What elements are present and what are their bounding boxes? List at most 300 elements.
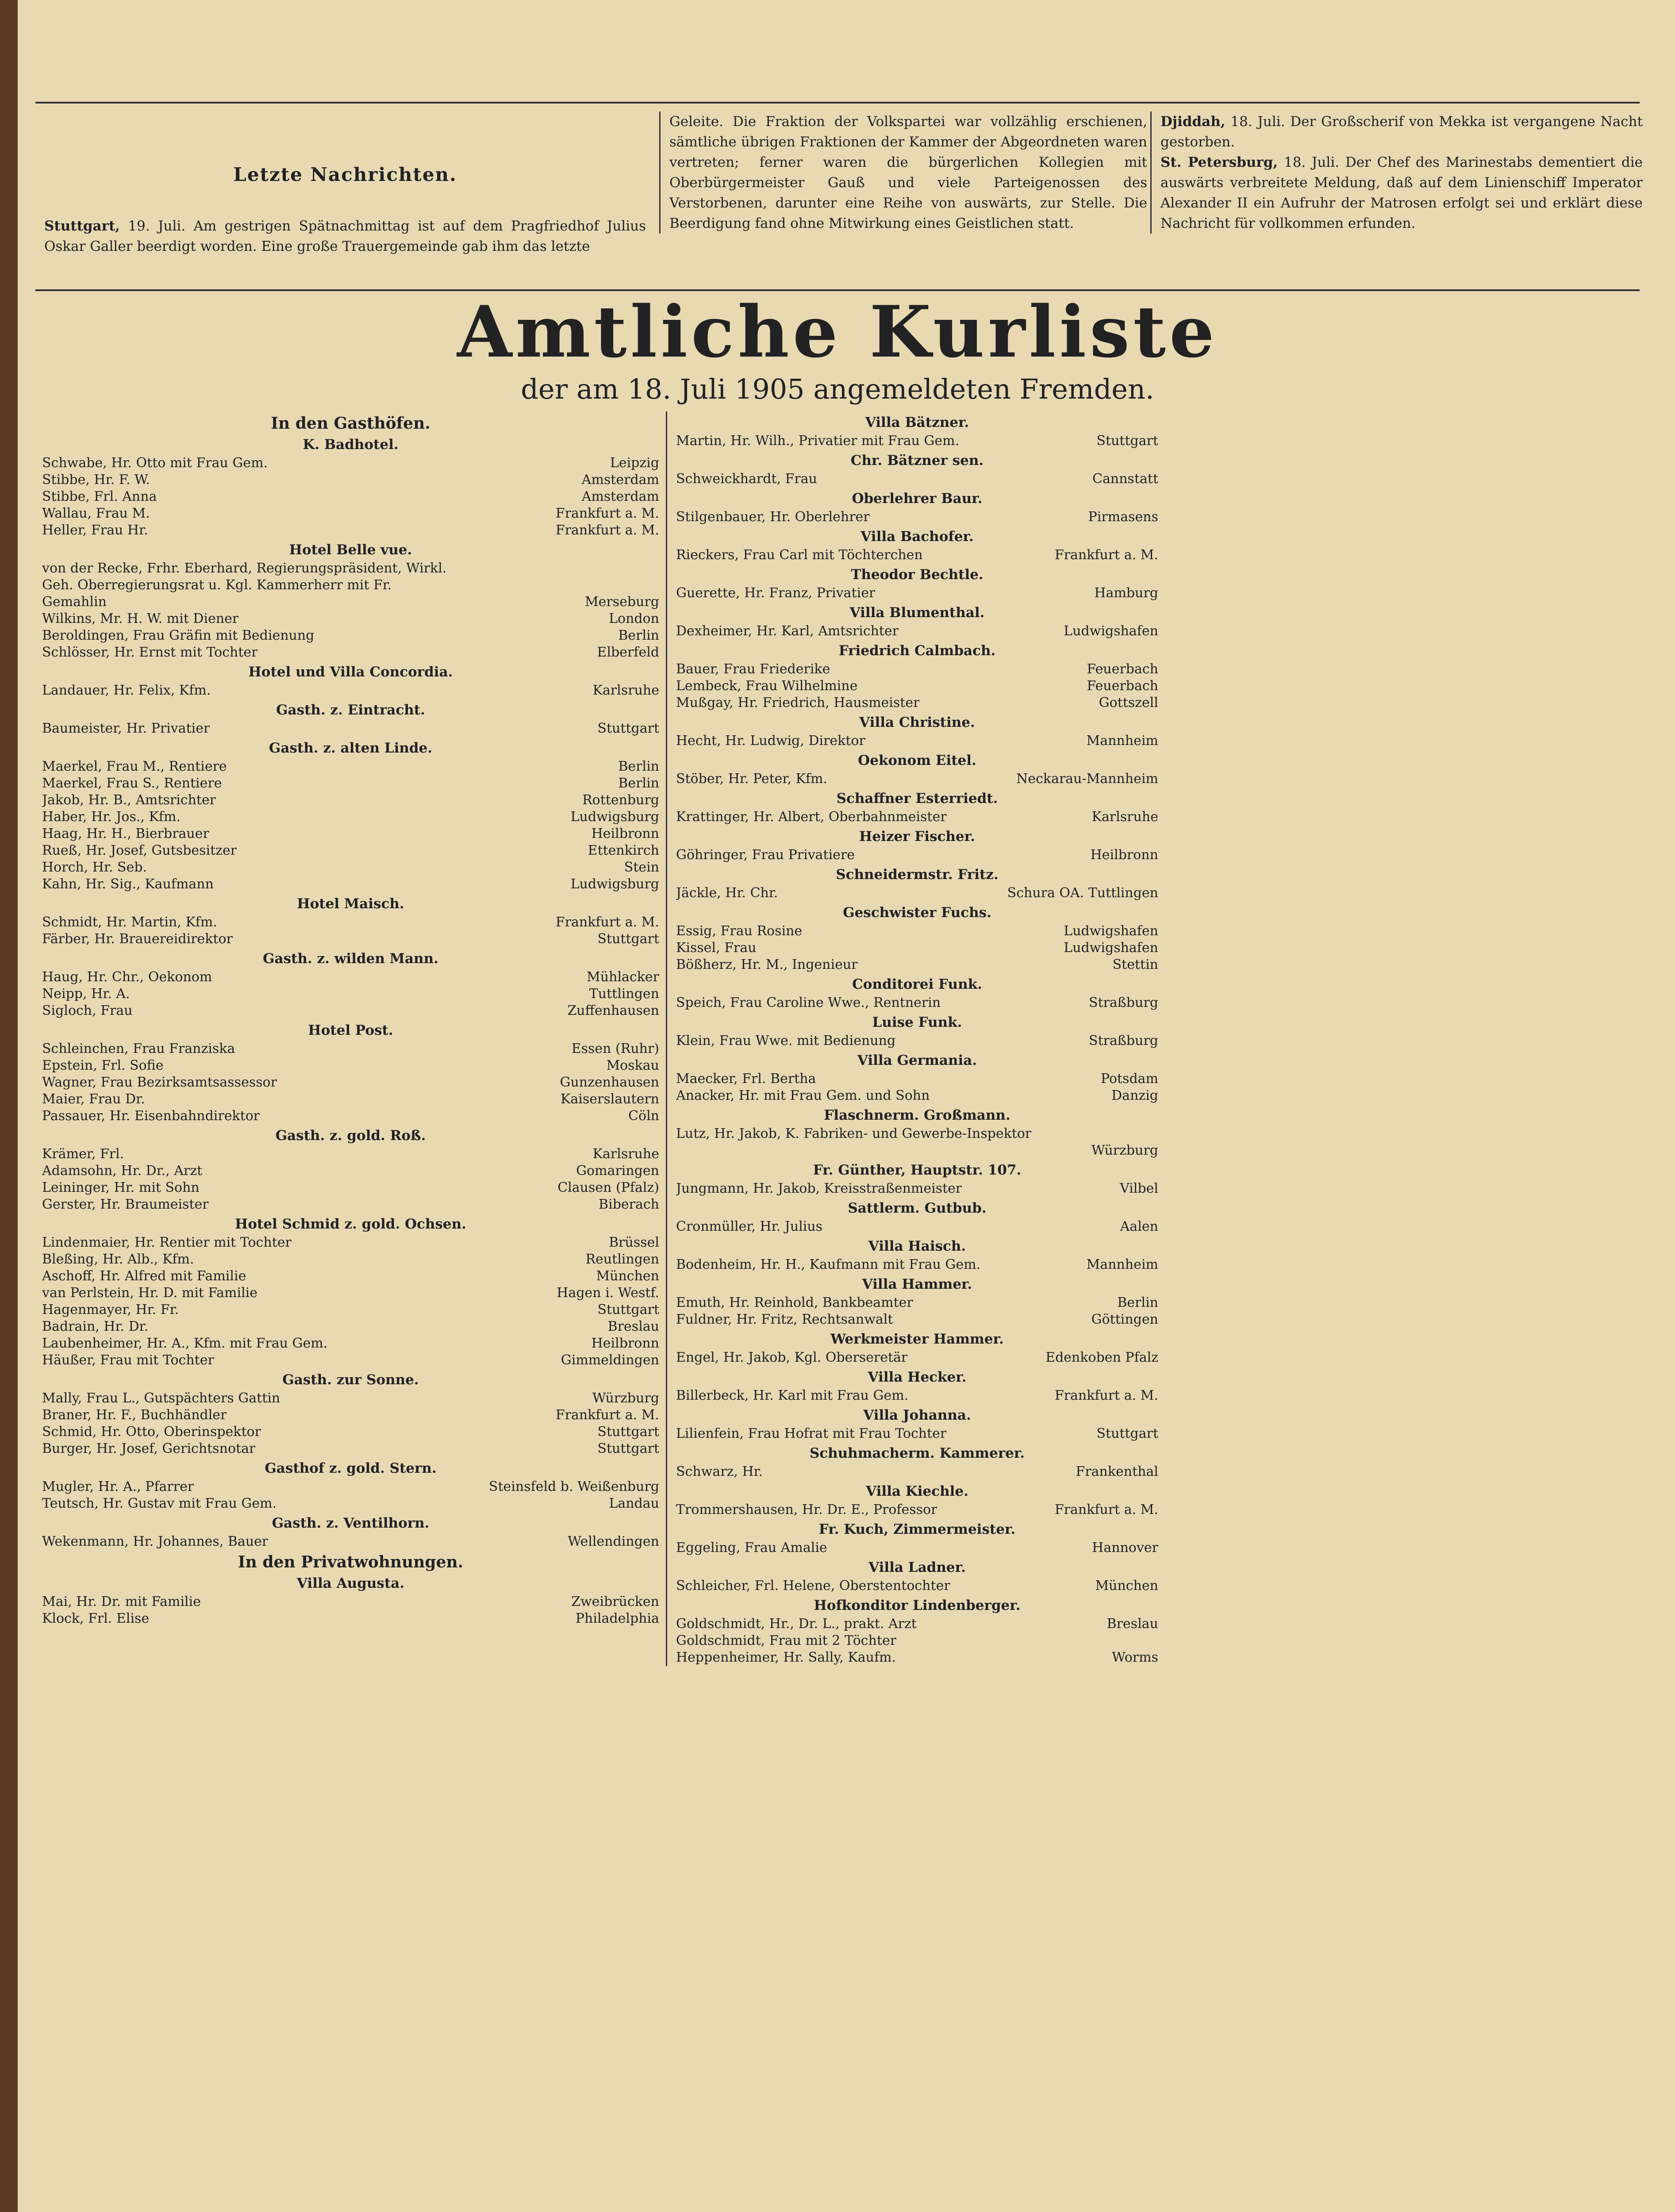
guest-name: Mai, Hr. Dr. mit Familie — [42, 1594, 201, 1609]
guest-name: Hagenmayer, Hr. Fr. — [42, 1302, 179, 1317]
guest-name: Guerette, Hr. Franz, Privatier — [676, 585, 876, 601]
guest-name: Emuth, Hr. Reinhold, Bankbeamter — [676, 1295, 913, 1310]
guest-origin: Mannheim — [1086, 733, 1158, 749]
guest-name: van Perlstein, Hr. D. mit Familie — [42, 1285, 258, 1301]
lodging-heading: Theodor Bechtle. — [851, 567, 983, 583]
guest-name: Schleinchen, Frau Franziska — [42, 1041, 235, 1056]
guest-origin: Würzburg — [1091, 1143, 1158, 1158]
guest-entry — [42, 1594, 659, 1610]
guest-origin: Leipzig — [610, 455, 659, 471]
guest-origin: Brüssel — [609, 1235, 659, 1250]
guest-origin: Feuerbach — [1087, 678, 1158, 694]
guest-entry — [42, 1407, 659, 1424]
guest-name: Gerster, Hr. Braumeister — [42, 1197, 209, 1212]
guest-origin: Edenkoben Pfalz — [1045, 1350, 1158, 1365]
guest-origin: Heilbronn — [591, 1336, 659, 1351]
guest-name: Haug, Hr. Chr., Oekonom — [42, 969, 212, 985]
guest-origin: Stuttgart — [597, 1424, 659, 1440]
guest-name: Geh. Oberregierungsrat u. Kgl. Kammerherr mit Fr. — [42, 577, 392, 593]
guest-name: Kissel, Frau — [676, 940, 757, 956]
guest-entry — [42, 472, 659, 488]
lodging-heading: Villa Christine. — [859, 714, 975, 730]
guest-name: Schleicher, Frl. Helene, Oberstentochter — [676, 1578, 950, 1594]
guest-origin: Philadelphia — [575, 1611, 659, 1626]
guest-name: Klein, Frau Wwe. mit Bedienung — [676, 1033, 896, 1048]
lodging-heading: Gasth. z. alten Linde. — [269, 740, 433, 756]
guest-entry — [42, 1041, 659, 1057]
lodging-heading: Gasth. zur Sonne. — [282, 1372, 419, 1388]
guest-name: Horch, Hr. Seb. — [42, 860, 147, 875]
guest-origin: Gimmeldingen — [561, 1352, 659, 1368]
lodging-heading: Villa Haisch. — [868, 1238, 966, 1254]
guest-name: Mugler, Hr. A., Pfarrer — [42, 1479, 194, 1494]
guest-entry — [676, 661, 1158, 678]
guest-name: Schlösser, Hr. Ernst mit Tochter — [42, 645, 258, 660]
guest-entry — [42, 842, 659, 859]
guest-entry — [42, 1251, 659, 1268]
guest-entry — [42, 594, 659, 611]
guest-entry — [676, 1632, 1158, 1649]
guest-origin: Gunzenhausen — [560, 1075, 659, 1090]
news-heading: Letzte Nachrichten. — [233, 164, 457, 185]
lodging-heading: Gasth. z. gold. Roß. — [275, 1128, 426, 1144]
guest-entry — [676, 940, 1158, 956]
guest-origin: Mannheim — [1086, 1257, 1158, 1272]
lodging-heading: Conditorei Funk. — [852, 976, 982, 992]
lodging-heading: Villa Blumenthal. — [849, 605, 985, 621]
lodging-heading: Hotel und Villa Concordia. — [248, 664, 453, 680]
guest-entry — [42, 969, 659, 986]
guest-entry — [42, 1533, 659, 1550]
guest-entry — [676, 1125, 1158, 1142]
lodging-heading: Schuhmacherm. Kammerer. — [809, 1445, 1025, 1461]
guest-entry — [676, 956, 1158, 973]
guest-origin: Berlin — [1117, 1295, 1158, 1310]
guest-entry — [676, 885, 1158, 902]
guest-entry — [676, 1071, 1158, 1087]
lodging-heading: Hotel Belle vue. — [289, 542, 412, 558]
guest-name: Krämer, Frl. — [42, 1146, 124, 1162]
guest-entry — [676, 1387, 1158, 1404]
news-column-3 — [1150, 111, 1643, 234]
guest-entry — [42, 1057, 659, 1074]
guest-entry — [42, 1479, 659, 1495]
lodging-heading: Gasthof z. gold. Stern. — [265, 1460, 437, 1476]
guest-origin: Feuerbach — [1087, 661, 1158, 677]
guest-entry — [676, 1463, 1158, 1480]
guest-entry — [42, 1424, 659, 1440]
guest-name: Haag, Hr. H., Bierbrauer — [42, 826, 209, 841]
lodging-heading: Gasth. z. Eintracht. — [276, 702, 425, 718]
section-heading: In den Gasthöfen. — [271, 414, 430, 433]
guest-name: Passauer, Hr. Eisenbahndirektor — [42, 1108, 260, 1124]
guest-entry — [676, 1180, 1158, 1197]
guest-entry — [42, 720, 659, 737]
guest-name: Braner, Hr. F., Buchhändler — [42, 1407, 227, 1423]
guest-name: Eggeling, Frau Amalie — [676, 1540, 827, 1555]
guest-origin: Hagen i. Westf. — [557, 1285, 659, 1301]
guest-name: Billerbeck, Hr. Karl mit Frau Gem. — [676, 1388, 909, 1403]
lodging-heading: Fr. Kuch, Zimmermeister. — [818, 1521, 1016, 1537]
guest-entry — [676, 1616, 1158, 1632]
guest-origin: Moskau — [606, 1058, 659, 1073]
guest-origin: Cannstatt — [1092, 471, 1158, 487]
lodging-heading: Hotel Maisch. — [297, 896, 404, 912]
guest-origin: Potsdam — [1100, 1071, 1158, 1087]
guest-entry — [42, 1002, 659, 1019]
news-djiddah-text: 18. Juli. Der Großscherif von Mekka ist vergangene Nacht gestorben. — [1160, 114, 1643, 150]
lodging-heading: Oberlehrer Baur. — [852, 491, 983, 507]
guest-entry — [42, 1610, 659, 1627]
guest-origin: Berlin — [618, 776, 659, 791]
guest-origin: Frankfurt a. M. — [555, 1407, 659, 1423]
guest-origin: Hamburg — [1094, 585, 1158, 601]
lodging-heading: Gasth. z. wilden Mann. — [263, 951, 438, 967]
guest-list-column-1 — [42, 411, 659, 1627]
guest-name: Laubenheimer, Hr. A., Kfm. mit Frau Gem. — [42, 1336, 328, 1351]
guest-name: Maerkel, Frau M., Rentiere — [42, 759, 227, 774]
guest-origin: Heilbronn — [591, 826, 659, 841]
guest-entry — [42, 1196, 659, 1213]
guest-origin: Breslau — [607, 1319, 659, 1334]
guest-origin: Göttingen — [1091, 1312, 1158, 1327]
guest-name: Krattinger, Hr. Albert, Oberbahnmeister — [676, 809, 947, 825]
guest-entry — [676, 1502, 1158, 1518]
guest-origin: Frankfurt a. M. — [555, 914, 659, 930]
binding-spine — [0, 0, 18, 2212]
guest-entry — [676, 1294, 1158, 1311]
guest-origin: Worms — [1111, 1650, 1158, 1665]
guest-name: Schwabe, Hr. Otto mit Frau Gem. — [42, 455, 268, 471]
lodging-heading: Oekonom Eitel. — [858, 753, 976, 768]
news-djiddah-place: Djiddah, — [1160, 114, 1226, 130]
guest-entry — [676, 995, 1158, 1011]
lodging-heading: Villa Hammer. — [862, 1276, 972, 1292]
lodging-heading: Friedrich Calmbach. — [838, 643, 996, 659]
guest-entry — [42, 1146, 659, 1163]
lodging-heading: Schaffner Esterriedt. — [836, 791, 998, 806]
guest-origin: Würzburg — [592, 1390, 659, 1406]
guest-name: Wagner, Frau Bezirksamtsassessor — [42, 1075, 277, 1090]
guest-name: Häußer, Frau mit Tochter — [42, 1352, 214, 1368]
guest-entry — [42, 1335, 659, 1352]
guest-entry — [42, 455, 659, 472]
guest-entry — [42, 1352, 659, 1369]
guest-entry — [42, 986, 659, 1002]
guest-name: Schwarz, Hr. — [676, 1464, 763, 1479]
lodging-heading: Villa Augusta. — [296, 1575, 405, 1591]
guest-entry — [676, 1142, 1158, 1159]
guest-entry — [676, 433, 1158, 449]
guest-origin: Stettin — [1112, 957, 1158, 972]
guest-origin: Vilbel — [1120, 1181, 1158, 1196]
guest-name: Wallau, Frau M. — [42, 506, 150, 521]
guest-name: Goldschmidt, Frau mit 2 Töchter — [676, 1633, 897, 1648]
guest-origin: London — [609, 611, 659, 626]
guest-entry — [42, 931, 659, 948]
guest-name: Schmidt, Hr. Martin, Kfm. — [42, 914, 217, 930]
guest-name: Heppenheimer, Hr. Sally, Kaufm. — [676, 1650, 896, 1665]
lodging-heading: Villa Hecker. — [868, 1369, 967, 1385]
guest-origin: Gomaringen — [576, 1163, 659, 1179]
kurliste-title: Amtliche Kurliste — [457, 290, 1218, 373]
lodging-heading: Villa Kiechle. — [866, 1483, 968, 1499]
guest-entry — [676, 1311, 1158, 1328]
guest-origin: Pirmasens — [1088, 509, 1158, 525]
kurliste-subtitle: der am 18. Juli 1905 angemeldeten Fremden. — [521, 373, 1154, 405]
lodging-heading: Geschwister Fuchs. — [843, 905, 991, 921]
guest-entry — [42, 1495, 659, 1512]
guest-name: Trommershausen, Hr. Dr. E., Professor — [676, 1502, 937, 1517]
guest-name: Jäckle, Hr. Chr. — [676, 885, 778, 901]
guest-entry — [42, 1390, 659, 1407]
guest-entry — [42, 1268, 659, 1285]
guest-origin: Elberfeld — [597, 645, 659, 660]
lodging-heading: Sattlerm. Gutbub. — [848, 1200, 987, 1216]
guest-name: Rueß, Hr. Josef, Gutsbesitzer — [42, 843, 237, 858]
guest-entry — [42, 522, 659, 539]
guest-entry — [42, 577, 659, 594]
guest-origin: Rottenburg — [582, 792, 659, 808]
guest-entry — [676, 1425, 1158, 1442]
guest-name: Mally, Frau L., Gutspächters Gattin — [42, 1390, 280, 1406]
guest-origin: Essen (Ruhr) — [571, 1041, 659, 1056]
guest-entry — [42, 876, 659, 893]
guest-name: Rieckers, Frau Carl mit Töchterchen — [676, 547, 923, 563]
guest-entry — [42, 611, 659, 627]
guest-entry — [676, 1578, 1158, 1594]
lodging-heading: Gasth. z. Ventilhorn. — [272, 1515, 430, 1531]
guest-name: Hecht, Hr. Ludwig, Direktor — [676, 733, 865, 749]
guest-name: Anacker, Hr. mit Frau Gem. und Sohn — [676, 1088, 930, 1103]
guest-origin: Steinsfeld b. Weißenburg — [488, 1479, 659, 1494]
guest-origin: Zweibrücken — [571, 1594, 659, 1609]
guest-entry — [676, 1540, 1158, 1556]
lodging-heading: Villa Bätzner. — [865, 415, 969, 430]
guest-entry — [676, 923, 1158, 940]
guest-origin: Amsterdam — [581, 472, 659, 488]
guest-entry — [676, 1218, 1158, 1235]
guest-entry — [42, 775, 659, 792]
lodging-heading: Schneidermstr. Fritz. — [836, 867, 999, 883]
guest-origin: Gottszell — [1099, 695, 1158, 710]
guest-name: Stibbe, Hr. F. W. — [42, 472, 150, 488]
lodging-heading: Hotel Schmid z. gold. Ochsen. — [235, 1216, 466, 1232]
guest-origin: Heilbronn — [1090, 847, 1158, 863]
guest-origin: Biberach — [599, 1197, 659, 1212]
guest-name: Badrain, Hr. Dr. — [42, 1319, 149, 1334]
guest-entry — [676, 509, 1158, 526]
guest-origin: Straßburg — [1089, 995, 1158, 1010]
guest-name: Aschoff, Hr. Alfred mit Familie — [42, 1268, 246, 1284]
guest-origin: Frankfurt a. M. — [555, 506, 659, 521]
guest-name: Teutsch, Hr. Gustav mit Frau Gem. — [42, 1496, 277, 1511]
guest-origin: Stuttgart — [1096, 433, 1158, 449]
guest-entry — [42, 1302, 659, 1318]
guest-origin: Ludwigshafen — [1064, 623, 1158, 639]
news-stuttgart-place: Stuttgart, — [44, 218, 120, 234]
guest-origin: Stuttgart — [1096, 1426, 1158, 1441]
lodging-heading: Flaschnerm. Großmann. — [824, 1107, 1010, 1123]
guest-origin: Ludwigsburg — [570, 809, 659, 825]
news-djiddah — [1160, 111, 1643, 152]
guest-entry — [42, 1234, 659, 1251]
guest-name: Lilienfein, Frau Hofrat mit Frau Tochter — [676, 1426, 947, 1441]
guest-origin: Tuttlingen — [589, 986, 659, 1002]
guest-entry — [42, 682, 659, 699]
guest-entry — [42, 560, 659, 577]
guest-origin: Mühlacker — [587, 969, 659, 985]
guest-origin: Kaiserslautern — [560, 1091, 659, 1107]
guest-name: Gemahlin — [42, 594, 107, 610]
guest-name: Martin, Hr. Wilh., Privatier mit Frau Gem. — [676, 433, 960, 449]
guest-origin: Hannover — [1092, 1540, 1158, 1555]
guest-entry — [42, 488, 659, 505]
guest-origin: Zuffenhausen — [567, 1003, 659, 1018]
guest-origin: Ettenkirch — [588, 843, 659, 858]
section-heading: In den Privatwohnungen. — [238, 1553, 464, 1571]
guest-origin: Karlsruhe — [592, 683, 659, 698]
guest-origin: München — [1095, 1578, 1158, 1594]
guest-name: Essig, Frau Rosine — [676, 923, 803, 939]
guest-name: Goldschmidt, Hr., Dr. L., prakt. Arzt — [676, 1616, 917, 1632]
guest-name: Schweickhardt, Frau — [676, 471, 817, 487]
guest-name: Lindenmaier, Hr. Rentier mit Tochter — [42, 1235, 292, 1250]
guest-entry — [42, 1440, 659, 1457]
guest-origin: Clausen (Pfalz) — [557, 1180, 659, 1195]
guest-name: Leininger, Hr. mit Sohn — [42, 1180, 200, 1195]
guest-origin: Berlin — [618, 759, 659, 774]
guest-origin: Amsterdam — [581, 489, 659, 504]
guest-entry — [676, 678, 1158, 695]
guest-name: Beroldingen, Frau Gräfin mit Bedienung — [42, 628, 315, 643]
page-content — [35, 35, 1643, 2212]
lodging-heading: Hofkonditor Lindenberger. — [814, 1598, 1021, 1613]
guest-entry — [676, 547, 1158, 564]
guest-entry — [676, 847, 1158, 864]
guest-entry — [42, 1318, 659, 1335]
guest-name: Färber, Hr. Brauereidirektor — [42, 931, 233, 947]
guest-name: Maier, Frau Dr. — [42, 1091, 145, 1107]
guest-name: Baumeister, Hr. Privatier — [42, 721, 210, 736]
guest-name: Fuldner, Hr. Fritz, Rechtsanwalt — [676, 1312, 893, 1327]
guest-origin: Frankfurt a. M. — [1054, 1502, 1158, 1517]
guest-name: von der Recke, Frhr. Eberhard, Regierungspräsident, Wirkl. — [42, 561, 447, 576]
guest-name: Bößherz, Hr. M., Ingenieur — [676, 957, 858, 972]
guest-entry — [42, 644, 659, 661]
guest-origin: Stein — [624, 860, 659, 875]
guest-origin: Frankfurt a. M. — [1054, 1388, 1158, 1403]
guest-list-column-2 — [666, 411, 1158, 1666]
guest-name: Burger, Hr. Josef, Gerichtsnotar — [42, 1441, 256, 1456]
guest-origin: Stuttgart — [597, 1441, 659, 1456]
guest-name: Bleßing, Hr. Alb., Kfm. — [42, 1252, 194, 1267]
guest-entry — [42, 914, 659, 931]
guest-entry — [42, 1074, 659, 1091]
guest-entry — [676, 771, 1158, 787]
guest-name: Bodenheim, Hr. H., Kaufmann mit Frau Gem. — [676, 1257, 981, 1272]
guest-name: Kahn, Hr. Sig., Kaufmann — [42, 876, 214, 892]
news-stuttgart — [44, 216, 646, 257]
guest-name: Sigloch, Frau — [42, 1003, 133, 1018]
guest-entry — [42, 1285, 659, 1302]
guest-entry — [676, 1087, 1158, 1104]
guest-origin: Frankfurt a. M. — [1054, 547, 1158, 563]
guest-origin: Landau — [609, 1496, 659, 1511]
guest-origin: Breslau — [1106, 1616, 1158, 1632]
guest-entry — [42, 1108, 659, 1125]
guest-origin: Merseburg — [584, 594, 659, 610]
guest-entry — [42, 505, 659, 522]
guest-origin: Reutlingen — [585, 1252, 659, 1267]
guest-origin: Ludwigsburg — [570, 876, 659, 892]
guest-origin: München — [596, 1268, 659, 1284]
guest-name: Landauer, Hr. Felix, Kfm. — [42, 683, 211, 698]
guest-name: Maerkel, Frau S., Rentiere — [42, 776, 222, 791]
guest-entry — [42, 792, 659, 809]
guest-entry — [676, 1256, 1158, 1273]
guest-origin: Aalen — [1120, 1219, 1158, 1234]
lodging-heading: Heizer Fischer. — [859, 829, 975, 845]
guest-entry — [676, 623, 1158, 640]
guest-origin: Cöln — [628, 1108, 659, 1124]
guest-entry — [676, 1349, 1158, 1366]
guest-entry — [42, 1179, 659, 1196]
news-column-1 — [44, 111, 646, 257]
guest-origin: Stuttgart — [597, 1302, 659, 1317]
guest-name: Lutz, Hr. Jakob, K. Fabriken- und Gewerbe-Inspektor — [676, 1126, 1032, 1141]
guest-entry — [42, 826, 659, 842]
news-petersburg-text: 18. Juli. Der Chef des Marinestabs dementiert die auswärts verbreitete Meldung, daß auf dem Linienschiff Imperator Alexander II ein Aufruhr der Matrosen erfolgt sei und erklärt diese Nachricht für vollkommen erfunden. — [1160, 154, 1643, 231]
guest-origin: Danzig — [1111, 1088, 1158, 1103]
guest-origin: Frankfurt a. M. — [555, 522, 659, 538]
lodging-heading: Villa Ladner. — [868, 1559, 966, 1575]
guest-entry — [676, 733, 1158, 749]
guest-name: Neipp, Hr. A. — [42, 986, 130, 1002]
news-petersburg-place: St. Petersburg, — [1160, 154, 1278, 170]
guest-origin: Ludwigshafen — [1064, 923, 1158, 939]
guest-name: Speich, Frau Caroline Wwe., Rentnerin — [676, 995, 941, 1010]
guest-name: Adamsohn, Hr. Dr., Arzt — [42, 1163, 203, 1179]
lodging-heading: Hotel Post. — [308, 1022, 393, 1038]
news-strip — [35, 102, 1643, 291]
guest-entry — [676, 1033, 1158, 1049]
lodging-heading: Chr. Bätzner sen. — [850, 453, 984, 469]
guest-entry — [676, 1649, 1158, 1666]
guest-origin: Wellendingen — [568, 1534, 659, 1549]
guest-entry — [42, 859, 659, 876]
guest-entry — [676, 695, 1158, 711]
news-petersburg — [1160, 152, 1643, 234]
guest-name: Stilgenbauer, Hr. Oberlehrer — [676, 509, 870, 525]
guest-entry — [42, 758, 659, 775]
lodging-heading: K. Badhotel. — [303, 437, 399, 453]
guest-name: Schmid, Hr. Otto, Oberinspektor — [42, 1424, 261, 1440]
guest-origin: Berlin — [618, 628, 659, 643]
guest-origin: Schura OA. Tuttlingen — [1007, 885, 1158, 901]
guest-entry — [676, 809, 1158, 826]
guest-name: Jakob, Hr. B., Amtsrichter — [42, 792, 216, 808]
guest-name: Maecker, Frl. Bertha — [676, 1071, 816, 1087]
guest-entry — [42, 1163, 659, 1179]
guest-entry — [676, 471, 1158, 488]
lodging-heading: Fr. Günther, Hauptstr. 107. — [813, 1162, 1022, 1178]
guest-origin: Ludwigshafen — [1064, 940, 1158, 956]
news-stuttgart-continued: Geleite. Die Fraktion der Volkspartei war vollzählig erschienen, sämtliche übrigen Fraktionen der Kammer der Abgeordneten waren vertreten; ferner waren die bürgerlichen Kollegien mit Oberbürgermeister Gauß und viele Parteigenossen des Verstorbenen, darunter eine Reihe von auswärts, zur Stelle. Die Beerdigung fand ohne Mitwirkung eines Geistlichen statt. — [669, 114, 1147, 231]
guest-origin: Karlsruhe — [1091, 809, 1158, 825]
guest-origin: Neckarau-Mannheim — [1016, 771, 1158, 787]
guest-name: Engel, Hr. Jakob, Kgl. Oberseretär — [676, 1350, 908, 1365]
